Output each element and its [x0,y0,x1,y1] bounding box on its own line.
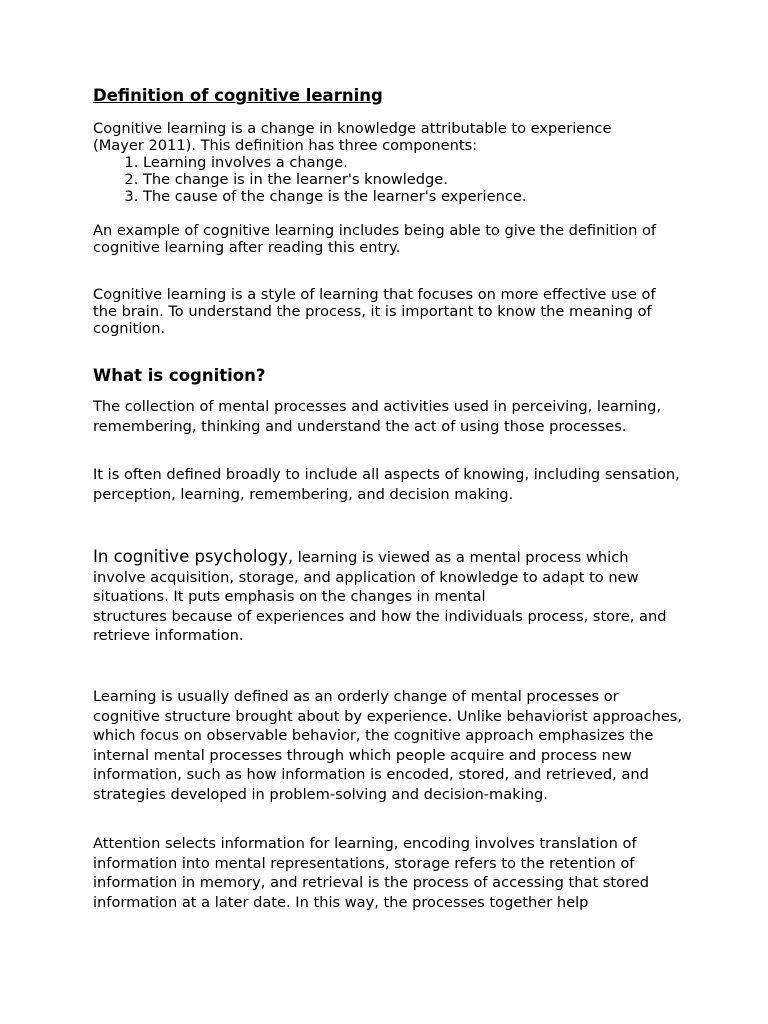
psychology-body: learning is viewed as a mental process which involve acquisition, storage, and application of knowledge to adapt to new situations. It puts emphasis on the changes in mental [93,549,639,605]
cognition-paragraph-2: It is often defined broadly to include all aspects of knowing, including sensation, perception, learning, remembering, and decision making. [93,466,680,503]
intro-line-2: (Mayer 2011). This definition has three components: [93,137,478,154]
style-paragraph: Cognitive learning is a style of learning that focuses on more effective use of the brain. To understand the process, it is important to know the meaning of cognition. [93,286,656,337]
list-item: 2. The change is in the learner's knowledge. [143,171,703,188]
list-item: 1. Learning involves a change. [143,154,703,171]
document-title: Definition of cognitive learning [93,86,383,105]
components-list [93,154,703,205]
learning-definition-paragraph: Learning is usually defined as an orderly change of mental processes or cognitive structure brought about by experience. Unlike behaviorist approaches, which focus on observable behavior, the cognitive approach emphasizes the internal mental processes through which people acquire and process new information, such as how information is encoded, stored, and retrieved, and strategies developed in problem-solving and decision-making. [93,688,683,803]
list-item: 3. The cause of the change is the learner's experience. [143,188,703,205]
example-paragraph: An example of cognitive learning includes being able to give the definition of cognitive learning after reading this entry. [93,222,657,256]
psychology-continuation: structures because of experiences and how the individuals process, store, and retrieve information. [93,607,667,644]
psychology-paragraph [93,547,683,646]
attention-paragraph: Attention selects information for learning, encoding involves translation of information into mental representations, storage refers to the retention of information in memory, and retrieval is the process of accessing that stored information at a later date. In this way, the processes together help [93,835,649,911]
section-heading-cognition: What is cognition? [93,366,266,385]
psychology-lead: In cognitive psychology, [93,547,294,566]
intro-paragraph [93,120,683,154]
intro-line-1: Cognitive learning is a change in knowledge attributable to experience [93,120,612,137]
cognition-paragraph-1: The collection of mental processes and activities used in perceiving, learning, remembering, thinking and understand the act of using those processes. [93,398,662,435]
